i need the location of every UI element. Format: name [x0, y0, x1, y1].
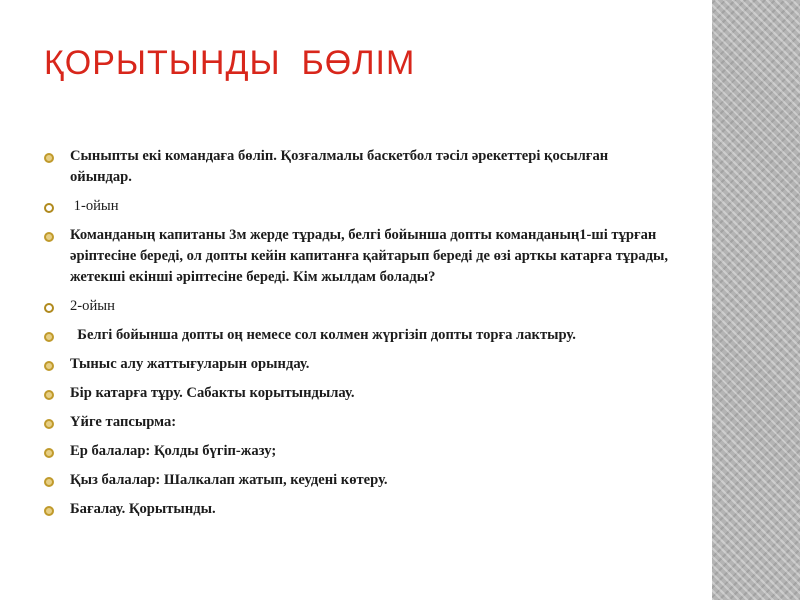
list-item-text: Ер балалар: Қолды бүгіп-жазу; — [70, 443, 277, 459]
bullet-icon — [44, 361, 54, 371]
list-item-text: Бағалау. Қорытынды. — [70, 501, 216, 517]
list-item — [44, 225, 672, 288]
slide-title: ҚОРЫТЫНДЫ БӨЛІМ — [44, 44, 416, 82]
bullet-icon — [44, 232, 54, 242]
bullet-icon — [44, 332, 54, 342]
list-item-text: Бір катарға тұру. Сабакты корытындылау. — [70, 385, 355, 401]
list-item — [44, 383, 672, 404]
list-item — [44, 499, 672, 520]
bullet-icon — [44, 506, 54, 516]
bullet-icon — [44, 477, 54, 487]
list-item-text: Сыныпты екі командаға бөліп. Қозғалмалы баскетбол тәсіл әрекеттері қосылған ойындар. — [70, 148, 612, 185]
bullet-icon — [44, 390, 54, 400]
decorative-sidebar — [712, 0, 800, 600]
list-item — [44, 296, 672, 317]
list-item — [44, 146, 672, 188]
list-item-text: Белгі бойынша допты оң немесе сол колмен жүргізіп допты торға лактыру. — [70, 327, 576, 343]
list-item-text: Тыныс алу жаттығуларын орындау. — [70, 356, 310, 372]
bullet-icon — [44, 203, 54, 213]
list-item-text: Қыз балалар: Шалкалап жатып, кеудені көтеру. — [70, 472, 388, 488]
list-item — [44, 441, 672, 462]
list-item — [44, 354, 672, 375]
list-item — [44, 196, 672, 217]
list-item-text: Үйге тапсырма: — [70, 414, 177, 430]
list-item — [44, 470, 672, 491]
list-item-text: Команданың капитаны 3м жерде тұрады, белгі бойынша допты команданың1-ші тұрған әріптесіне береді, ол допты кейін капитанға қайтарып береді де өзі арткы катарға тұрады, жетекші екінші әріптесіне береді. Кім жылдам болады? — [70, 227, 672, 285]
list-item-text: 2-ойын — [70, 298, 115, 314]
bullet-list — [44, 146, 672, 528]
bullet-icon — [44, 153, 54, 163]
bullet-icon — [44, 448, 54, 458]
bullet-icon — [44, 303, 54, 313]
list-item-text: 1-ойын — [70, 198, 119, 214]
bullet-icon — [44, 419, 54, 429]
list-item — [44, 325, 672, 346]
list-item — [44, 412, 672, 433]
